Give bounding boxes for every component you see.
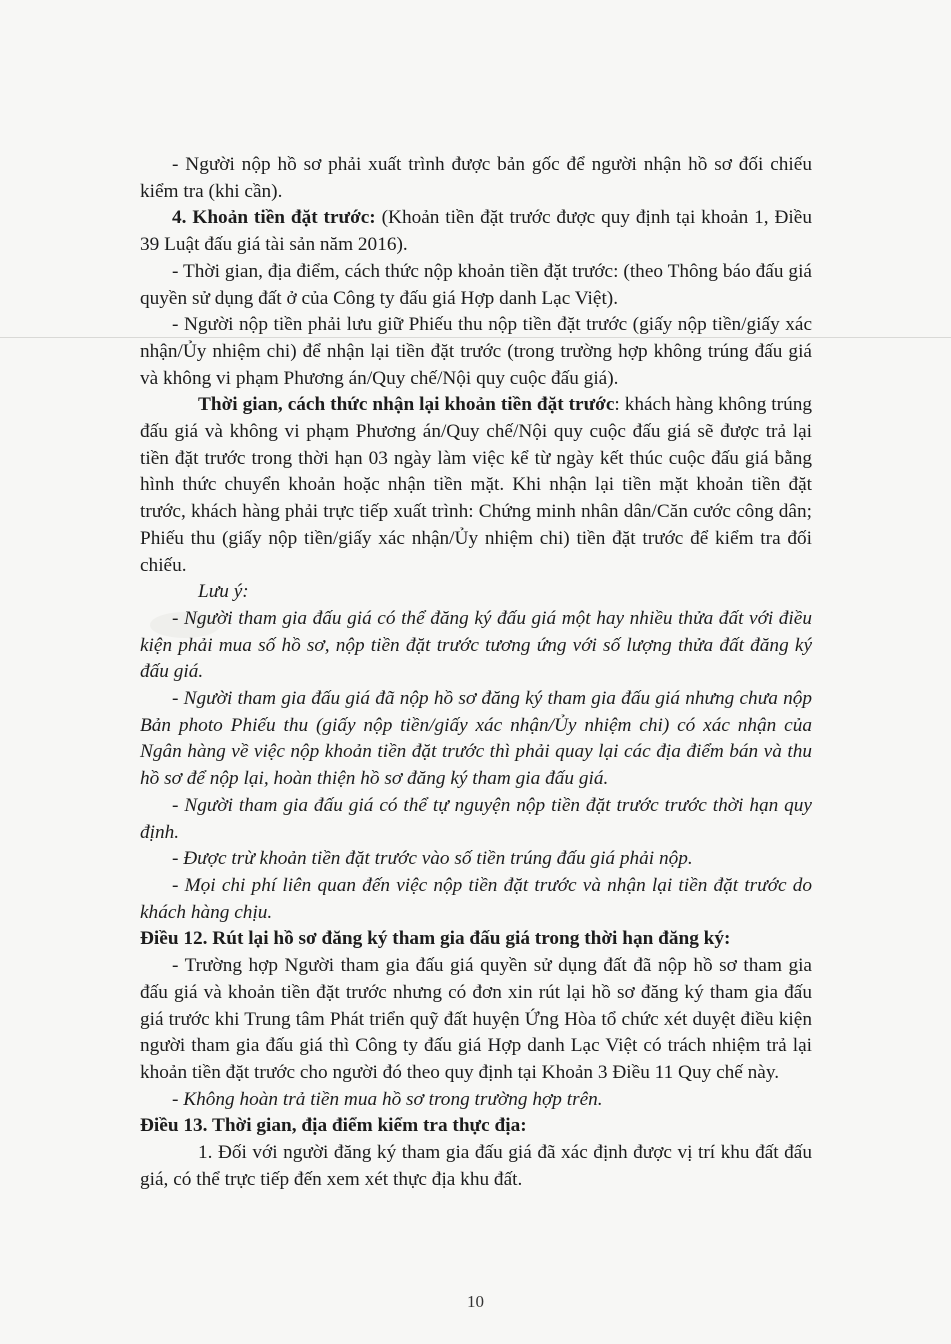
article-12-note: - Không hoàn trả tiền mua hồ sơ trong trường hợp trên. [172, 1088, 603, 1110]
paragraph-5: Thời gian, cách thức nhận lại khoản tiền đặt trước: khách hàng không trúng đấu giá và không vi phạm Phương án/Quy chế/Nội quy cuộc đấu giá sẽ được trả lại tiền đặt trước trong thời hạn 03 ngày làm việc kể từ ngày kết thúc cuộc đấu giá bằng hình thức chuyển khoản hoặc nhận tiền mặt. Khi nhận lại tiền mặt khoản tiền đặt trước, khách hàng phải trực tiếp xuất trình: Chứng minh nhân dân/Căn cước công dân; Phiếu thu (giấy nộp tiền/giấy xác nhận/Ủy nhiệm chi) tiền đặt trước để kiểm tra đối chiếu. [140, 394, 812, 576]
note-item-3: - Người tham gia đấu giá có thể tự nguyện nộp tiền đặt trước trước thời hạn quy định. [140, 794, 812, 843]
paragraph-4: - Người nộp tiền phải lưu giữ Phiếu thu nộp tiền đặt trước (giấy nộp tiền/giấy xác nhận/Ủy nhiệm chi) để nhận lại tiền đặt trước (trong trường hợp không trúng đấu giá và không vi phạm Phương án/Quy chế/Nội quy cuộc đấu giá). [140, 314, 812, 389]
note-item-2: - Người tham gia đấu giá đã nộp hồ sơ đăng ký tham gia đấu giá nhưng chưa nộp Bản photo Phiếu thu (giấy nộp tiền/giấy xác nhận/Ủy nhiệm chi) có xác nhận của Ngân hàng về việc nộp khoản tiền đặt trước thì phải quay lại các địa điểm bán và thu hồ sơ để nộp lại, hoàn thiện hồ sơ đăng ký tham gia đấu giá. [140, 688, 812, 790]
paragraph-3: - Thời gian, địa điểm, cách thức nộp khoản tiền đặt trước: (theo Thông báo đấu giá quyền sử dụng đất ở của Công ty đấu giá Hợp danh Lạc Việt). [140, 260, 812, 309]
article-12-heading: Điều 12. Rút lại hồ sơ đăng ký tham gia đấu giá trong thời hạn đăng ký: [140, 928, 731, 950]
paragraph-2: 4. Khoản tiền đặt trước: (Khoản tiền đặt trước được quy định tại khoản 1, Điều 39 Luật đấu giá tài sản năm 2016). [140, 207, 812, 256]
paragraph-1: - Người nộp hồ sơ phải xuất trình được bản gốc để người nhận hồ sơ đối chiếu kiểm tra (khi cần). [140, 154, 812, 202]
note-item-4: - Được trừ khoản tiền đặt trước vào số tiền trúng đấu giá phải nộp. [172, 848, 693, 870]
page-number: 10 [467, 1292, 484, 1311]
article-12-paragraph: - Trường hợp Người tham gia đấu giá quyền sử dụng đất đã nộp hồ sơ tham gia đấu giá và khoản tiền đặt trước nhưng có đơn xin rút lại hồ sơ đăng ký tham gia đấu giá trước khi Trung tâm Phát triển quỹ đất huyện Ứng Hòa tổ chức xét duyệt điều kiện người tham gia đấu giá thì Công ty đấu giá Hợp danh Lạc Việt có trách nhiệm trả lại khoản tiền đặt trước cho người đó theo quy định tại Khoản 3 Điều 11 Quy chế này. [140, 955, 812, 1083]
document-body [140, 152, 812, 1193]
article-13-paragraph: 1. Đối với người đăng ký tham gia đấu giá đã xác định được vị trí khu đất đấu giá, có thể trực tiếp đến xem xét thực địa khu đất. [140, 1142, 812, 1190]
note-heading: Lưu ý: [198, 581, 249, 603]
note-item-1: - Người tham gia đấu giá có thể đăng ký đấu giá một hay nhiều thửa đất với điều kiện phải mua số hồ sơ, nộp tiền đặt trước tương ứng với số lượng thửa đất đăng ký đấu giá. [140, 607, 812, 683]
note-item-5: - Mọi chi phí liên quan đến việc nộp tiền đặt trước và nhận lại tiền đặt trước do khách hàng chịu. [140, 874, 812, 923]
article-13-heading: Điều 13. Thời gian, địa điểm kiểm tra thực địa: [140, 1115, 527, 1137]
